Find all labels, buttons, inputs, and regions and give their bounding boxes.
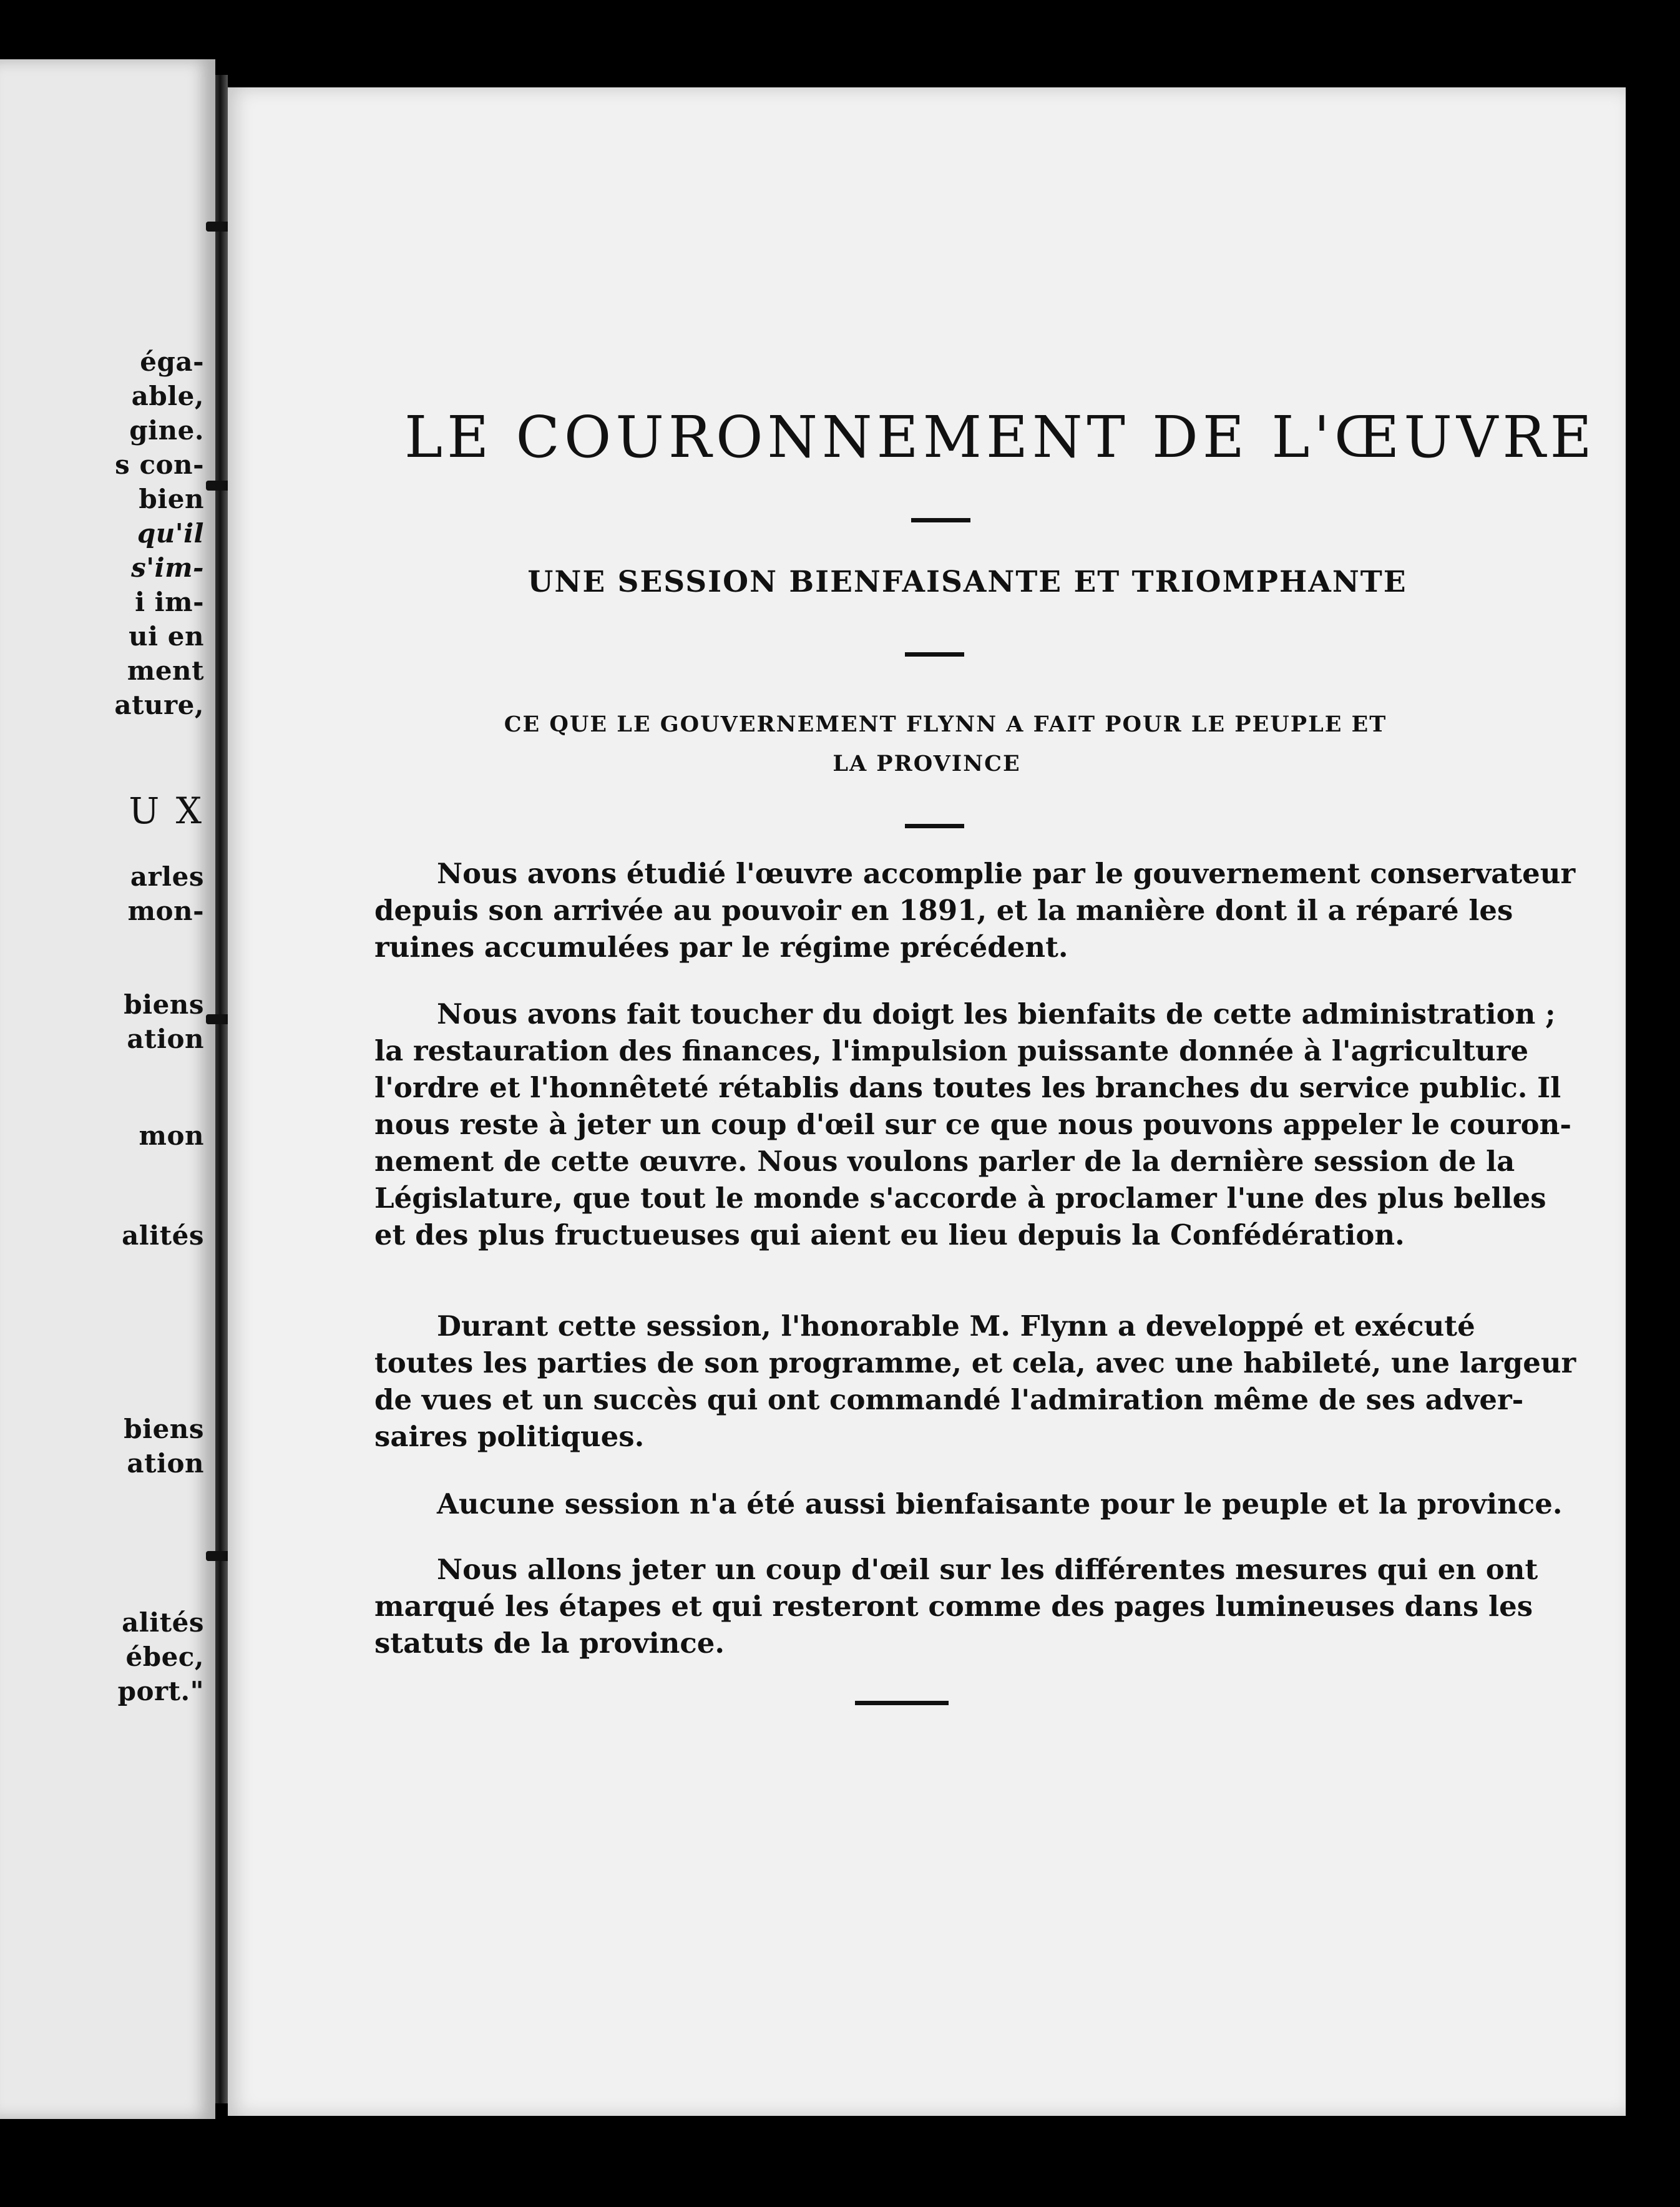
left-fragment: alités bbox=[122, 1607, 204, 1638]
text-line: de vues et un succès qui ont commandé l'admiration même de ses adver- bbox=[374, 1383, 1524, 1416]
left-fragment: ui en bbox=[129, 621, 204, 652]
paragraph bbox=[374, 1485, 1563, 1522]
text-line: et des plus fructueuses qui aient eu lieu depuis la Confédération. bbox=[374, 1218, 1405, 1251]
left-fragment: gine. bbox=[129, 415, 204, 446]
text-line: saires politiques. bbox=[374, 1420, 645, 1453]
left-fragment: égа- bbox=[140, 346, 204, 377]
paragraph bbox=[374, 855, 1576, 966]
left-fragment: s'im- bbox=[131, 552, 204, 583]
left-fragment: mon- bbox=[127, 896, 204, 926]
text-line: nement de cette œuvre. Nous voulons parler de la dernière session de la bbox=[374, 1145, 1515, 1178]
left-fragment: ature, bbox=[114, 690, 204, 720]
left-fragment: qu'il bbox=[137, 518, 204, 549]
separator-rule bbox=[911, 518, 970, 522]
left-fragment: U X bbox=[129, 790, 204, 832]
left-fragment: ation bbox=[127, 1024, 204, 1054]
separator-rule bbox=[905, 824, 964, 828]
left-fragment: i im- bbox=[135, 587, 204, 617]
main-page bbox=[228, 87, 1626, 2116]
left-fragment: ébec, bbox=[125, 1642, 204, 1672]
text-line: Aucune session n'a été aussi bienfaisante pour le peuple et la province. bbox=[437, 1487, 1563, 1520]
text-line: Durant cette session, l'honorable M. Flynn a developpé et exécuté bbox=[437, 1309, 1475, 1343]
left-fragment: ment bbox=[127, 655, 204, 686]
left-fragment: biens bbox=[124, 1414, 204, 1444]
left-fragment: mon bbox=[139, 1120, 204, 1151]
text-line: Nous allons jeter un coup d'œil sur les différentes mesures qui en ont bbox=[437, 1553, 1538, 1586]
paragraph bbox=[374, 1551, 1538, 1661]
text-line: Nous avons fait toucher du doigt les bienfaits de cette administration ; bbox=[437, 997, 1556, 1030]
left-fragment: alités bbox=[122, 1220, 204, 1251]
left-fragment: arles bbox=[130, 861, 204, 892]
text-line: Législature, que tout le monde s'accorde à proclamer l'une des plus belles bbox=[374, 1182, 1546, 1215]
text-line: la restauration des finances, l'impulsion puissante donnée à l'agriculture bbox=[374, 1034, 1529, 1067]
text-line: Nous avons étudié l'œuvre accomplie par le gouvernement conservateur bbox=[437, 857, 1576, 890]
book-binding bbox=[215, 75, 228, 2103]
closing-rule bbox=[855, 1701, 949, 1705]
left-facing-page bbox=[0, 59, 215, 2119]
subtitle: UNE SESSION BIENFAISANTE ET TRIOMPHANTE bbox=[527, 565, 1407, 599]
text-line: ruines accumulées par le régime précédent. bbox=[374, 931, 1068, 964]
left-fragment: able, bbox=[131, 381, 204, 411]
paragraph bbox=[374, 996, 1572, 1253]
text-line: marqué les étapes et qui resteront comme des pages lumineuses dans les bbox=[374, 1590, 1533, 1623]
subheading-line: CE QUE LE GOUVERNEMENT FLYNN A FAIT POUR LE PEUPLE ET bbox=[504, 712, 1387, 737]
left-fragment: s con- bbox=[115, 449, 204, 480]
text-line: depuis son arrivée au pouvoir en 1891, et la manière dont il a réparé les bbox=[374, 894, 1513, 927]
text-line: statuts de la province. bbox=[374, 1627, 725, 1660]
paragraph bbox=[374, 1308, 1576, 1455]
page-title: LE COURONNEMENT DE L'ŒUVRE bbox=[404, 404, 1596, 471]
text-line: nous reste à jeter un coup d'œil sur ce que nous pouvons appeler le couron- bbox=[374, 1108, 1572, 1141]
left-fragment: biens bbox=[124, 989, 204, 1020]
text-line: l'ordre et l'honnêteté rétablis dans toutes les branches du service public. Il bbox=[374, 1071, 1561, 1104]
left-fragment: bien bbox=[139, 484, 204, 514]
text-line: toutes les parties de son programme, et cela, avec une habileté, une largeur bbox=[374, 1346, 1576, 1379]
subheading-line: LA PROVINCE bbox=[833, 751, 1021, 776]
separator-rule bbox=[905, 652, 964, 657]
left-fragment: ation bbox=[127, 1448, 204, 1479]
left-fragment: port." bbox=[117, 1676, 204, 1706]
